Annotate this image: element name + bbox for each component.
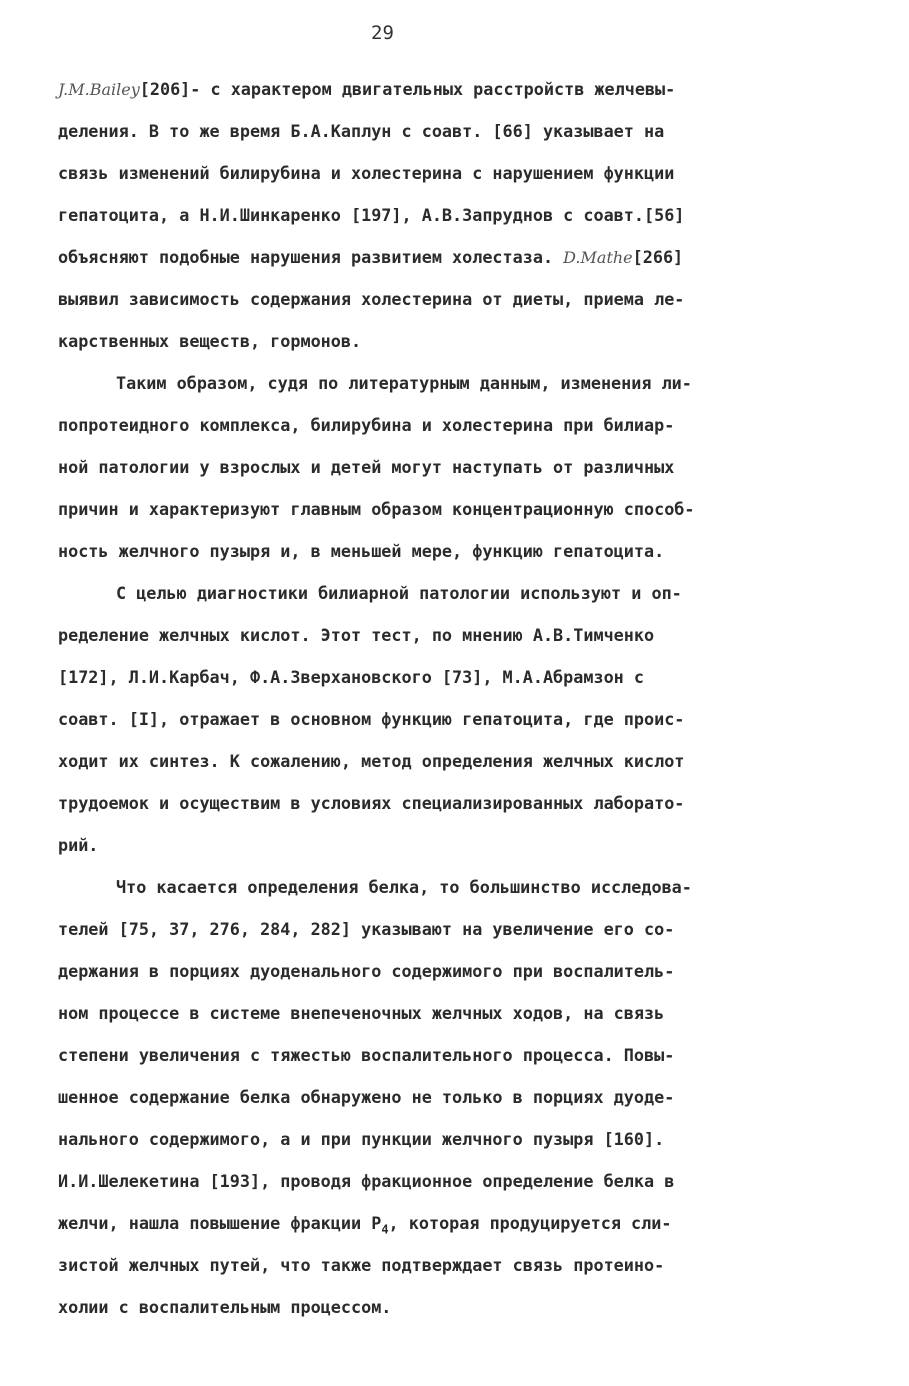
handwritten-author: J.M.Bailey [58, 80, 140, 99]
line-text: [206]- с характером двигательных расстройств желчевы- [139, 79, 676, 99]
text-line [58, 236, 858, 278]
text-line: И.И.Шелекетина [193], проводя фракционное определение белка в [58, 1171, 675, 1191]
text-line: телей [75, 37, 276, 284, 282] указывают на увеличение его со- [58, 919, 675, 939]
text-line: причин и характеризуют главным образом концентрационную способ- [58, 499, 695, 519]
text-line: карственных веществ, гормонов. [58, 331, 362, 351]
text-line: ность желчного пузыря и, в меньшей мере, функцию гепатоцита. [58, 541, 665, 561]
text-line: ном процессе в системе внепеченочных желчных ходов, на связь [58, 1003, 665, 1023]
page-number: 29 [371, 22, 394, 44]
text-line: держания в порциях дуоденального содержимого при воспалитель- [58, 961, 675, 981]
text-line: ной патологии у взрослых и детей могут наступать от различных [58, 457, 675, 477]
line-text: объясняют подобные нарушения развитием холестаза. [58, 247, 554, 267]
paragraph-first-line: С целью диагностики билиарной патологии используют и оп- [116, 583, 682, 603]
line-text-after: [266] [632, 247, 684, 267]
text-line: ходит их синтез. К сожалению, метод определения желчных кислот [58, 751, 685, 771]
paragraph-first-line: Что касается определения белка, то большинство исследова- [116, 877, 692, 897]
line-text: желчи, нашла повышение фракции Р [58, 1213, 382, 1233]
subscript: 4 [381, 1222, 389, 1237]
handwritten-author: D.Mathe [563, 248, 633, 267]
paragraph-first-line: Таким образом, судя по литературным данным, изменения ли- [116, 373, 692, 393]
text-line: нального содержимого, а и при пункции желчного пузыря [160]. [58, 1129, 665, 1149]
text-line: холии с воспалительным процессом. [58, 1297, 392, 1317]
text-line: рий. [58, 835, 99, 855]
text-line: деления. В то же время Б.А.Каплун с соавт. [66] указывает на [58, 121, 665, 141]
text-line: зистой желчных путей, что также подтверждает связь протеино- [58, 1255, 665, 1275]
line-text-after: , которая продуцируется сли- [388, 1213, 672, 1233]
text-line [58, 1202, 858, 1244]
text-line: ределение желчных кислот. Этот тест, по мнению А.В.Тимченко [58, 625, 655, 645]
text-line: степени увеличения с тяжестью воспалительного процесса. Повы- [58, 1045, 675, 1065]
text-line: выявил зависимость содержания холестерина от диеты, приема ле- [58, 289, 685, 309]
text-line: связь изменений билирубина и холестерина с нарушением функции [58, 163, 675, 183]
text-line: соавт. [I], отражает в основном функцию гепатоцита, где проис- [58, 709, 685, 729]
text-line: гепатоцита, а Н.И.Шинкаренко [197], А.В.Запруднов с соавт.[56] [58, 205, 685, 225]
text-line: трудоемок и осуществим в условиях специализированных лаборато- [58, 793, 685, 813]
text-line: [172], Л.И.Карбач, Ф.А.Зверхановского [73], М.А.Абрамзон с [58, 667, 644, 687]
body-text [58, 68, 858, 1328]
text-line [58, 68, 858, 110]
text-line: шенное содержание белка обнаружено не только в порциях дуоде- [58, 1087, 675, 1107]
text-line: попротеидного комплекса, билирубина и холестерина при билиар- [58, 415, 675, 435]
